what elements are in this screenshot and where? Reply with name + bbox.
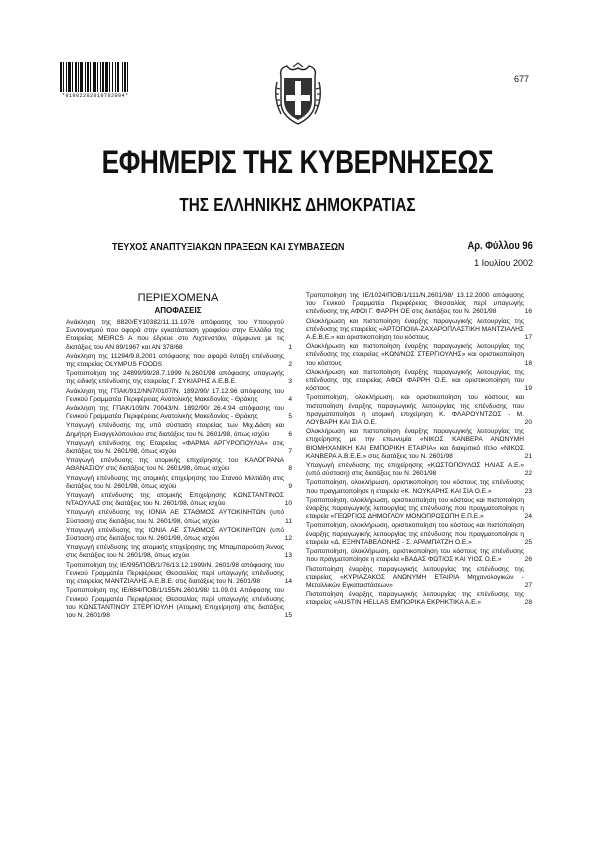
toc-entry (66, 405, 290, 421)
toc-entry (66, 422, 290, 438)
toc-entry (306, 548, 530, 564)
toc-entry (66, 562, 290, 587)
toc-entry-page: 21 (524, 452, 532, 460)
toc-entry-text: Υπαγωγή επένδυσης της ατομικής επιχείρησης του Στανού Μιλτιάδη στις διατάξεις του Ν. 2601/98, όπως ισχύει (66, 474, 284, 490)
toc-entry-page: 25 (524, 538, 532, 546)
toc-entry-page: 27 (524, 581, 532, 589)
toc-entry-page: 1 (288, 343, 292, 351)
barcode (60, 62, 148, 92)
toc-entry-page: 7 (288, 448, 292, 456)
toc-entry-page: 2 (288, 361, 292, 369)
toc-entry-page: 20 (524, 419, 532, 427)
toc-entry-text: Ολοκλήρωση και πιστοποίηση έναρξης παραγωγικής λειτουργίας της επένδυσης της εταιρείας ΑΦΟΙ ΦΑΡΡΗ Ο.Ε. και οριστικοποίηση του κόστους (306, 368, 524, 393)
toc-entry-text: Τροποποίηση, ολοκλήρωση, οριστικοποίηση του κόστους και πιστοποίηση έναρξης παραγωγικής λειτουργίας της επένδυσης που πραγματοποίησε η εταιρεία «Δ. ΕΞΗΝΤΑΒΕΛΟΝΗΣ - Σ. ΑΡΑΜΠΑΤΖΗ Ο.Ε.» (306, 522, 524, 546)
toc-entry-text: Τροποποίηση της ΙΕ/1024/ΠΟΒ/1/111/Ν.2601/98/ 13.12.2000 απόφασης του Γενικού Γραμματέα Περιφέρειας Θεσσαλίας περί υπαγωγής επένδυσης της ΑΦΟΙ Γ. ΦΑΡΡΗ ΟΕ στις διατάξεις του Ν. 2601/98 (306, 292, 524, 316)
toc-entry-page: 3 (288, 378, 292, 386)
toc-entry (66, 319, 290, 352)
toc-left-column (66, 292, 290, 621)
toc-entry-text: Υπαγωγή επένδυσης της ΙΟΝΙΑ ΑΕ ΣΤΑΘΜΟΣ ΑΥΤΟΚΙΝΗΤΩΝ (υπό Σύσταση) στις διατάξεις του Ν. 2601/98, όπως ισχύει (66, 509, 284, 525)
gazette-title: ΕΦΗΜΕΡΙΣ ΤΗΣ ΚΥΒΕΡΝΗΣΕΩΣ (101, 144, 494, 180)
toc-entry (66, 370, 290, 386)
toc-entry-page: 5 (288, 413, 292, 421)
toc-entry (306, 428, 530, 461)
toc-subheading: ΑΠΟΦΑΣΕΙΣ (154, 306, 202, 315)
toc-entry-page: 28 (524, 599, 532, 607)
toc-entry (306, 522, 530, 547)
toc-entry (66, 527, 290, 543)
toc-entry-page: 18 (524, 359, 532, 367)
toc-right-column (306, 292, 530, 609)
toc-entry-text: Τροποποίηση, ολοκλήρωση, οριστικοποίηση του κόστους της επένδυσης που πραγματοποίησε η εταιρεία «Κ. ΝΟΥΚΑΡΗΣ ΚΑΙ ΣΙΑ Ο.Ε.» (306, 479, 524, 495)
toc-entry-text: Υπαγωγή επένδυσης της ΙΟΝΙΑ ΑΕ ΣΤΑΘΜΟΣ ΑΥΤΟΚΙΝΗΤΩΝ (υπό Σύσταση) στις διατάξεις του Ν. 2601/98, όπως ισχύει (66, 526, 284, 543)
toc-entry-text: Υπαγωγή επένδυσης της ατομικής επιχείρησης της Μπαμπαρούση Άννας στις διατάξεις του Ν. 2601/98, όπως ισχύει (66, 544, 284, 560)
toc-entry (66, 457, 290, 473)
toc-entry-text: Υπαγωγή επένδυσης της Εταιρείας «ΦΑΡΜΑ ΑΡΓΥΡΟΠΟΥΛΙΑ» στις διατάξεις του Ν. 2601/98, όπως ισχύει (66, 439, 284, 456)
toc-entry (306, 497, 530, 522)
toc-entry-text: Τροποποίηση, ολοκλήρωση, οριστικοποίηση του κόστους και πιστοποίηση έναρξης παραγωγικής λειτουργίας της επένδυσης που πραγματοποίησε η εταιρεία «ΓΕΩΡΓΙΟΣ ΔΗΜΟΓΛΟΥ ΜΟΝΟΠΡΟΣΩΠΗ Ε.Π.Ε.» (306, 496, 524, 521)
toc-entry-page: 13 (284, 552, 292, 560)
toc-entry-page: 23 (524, 487, 532, 495)
toc-entry-page: 16 (524, 308, 532, 316)
toc-entry-page: 4 (288, 395, 292, 403)
toc-entry (66, 509, 290, 525)
toc-entry-page: 19 (524, 385, 532, 393)
toc-entry-text: Τροποποίηση της ΙΕ/684/ΠΟΒ/1/155/Ν.2601/98/ 11.09.01 Απόφασης του Γενικού Γραμματέα Περιφέρειας Θεσσαλίας περί υπαγωγής επένδυσης του ΚΩΝΣΤΑΝΤΙΝΟΥ ΣΤΕΡΓΙΟΥΛΗ (Ατομική Επιχείρηση) στις διατάξεις του Ν. 2601/98 (66, 587, 284, 619)
toc-entry-text: Πιστοποίηση έναρξης παραγωγικής λειτουργίας της επένδυσης της εταιρείας «AUSTIN HELLAS ΕΜΠΟΡΙΚΑ ΕΚΡΗΚΤΙΚΑ Α.Ε.» (306, 591, 524, 607)
toc-entry (66, 440, 290, 456)
toc-entry (306, 292, 530, 317)
page-number: 677 (514, 74, 530, 84)
issue-number: Αρ. Φύλλου 96 (467, 240, 533, 252)
toc-entry-page: 15 (284, 611, 292, 619)
toc-entry (66, 587, 290, 620)
toc-entry-page: 22 (524, 470, 532, 478)
toc-entry-page: 24 (524, 513, 532, 521)
toc-entry-page: 8 (288, 465, 292, 473)
toc-entry-text: Τροποποίηση της ΙΕ/995/ΠΟΒ/1/76/13.12.1999/Ν. 2601/98 απόφασης του Γενικού Γραμματέα Περιφέρειας Θεσσαλίας περί υπαγωγής επένδυσης της εταιρείας ΜΑΝΤΖΙΑΛΗΣ Α.Ε.Β.Ε. στις διατάξεις του Ν. 2601/98 (66, 561, 284, 586)
toc-entry-page: 12 (284, 535, 292, 543)
toc-entry (306, 462, 530, 478)
toc-entry (66, 475, 290, 491)
toc-heading: ΠΕΡΙΕΧΟΜΕΝΑ (137, 292, 219, 304)
toc-entry (306, 591, 530, 607)
toc-entry-page: 14 (284, 578, 292, 586)
gazette-subtitle: ΤΗΣ ΕΛΛΗΝΙΚΗΣ ΔΗΜΟΚΡΑΤΙΑΣ (179, 195, 416, 215)
toc-entry-page: 26 (524, 556, 532, 564)
toc-entry (306, 369, 530, 394)
issue-date: 1 Ιουλίου 2002 (474, 258, 533, 268)
toc-entry-text: Τροποποίηση, ολοκλήρωση, οριστικοποίηση του κόστους της επένδυσης που πραγματοποίησε η εταιρεία «ΒΑΔΑΣ ΦΩΤΙΟΣ ΚΑΙ ΥΙΟΣ Ο.Ε.» (306, 548, 524, 564)
toc-entry-text: Υπαγωγή επένδυσης της υπό σύσταση εταιρείας των Μιχ.Δάση και Δημήτρη Ευαγγελόπουλου στις διατάξεις του Ν. 2601/98, όπως ισχύει (66, 422, 284, 438)
toc-entry-text: Πιστοποίηση έναρξης παραγωγικής λειτουργίας της επένδυσης της εταιρείας «ΚΥΡΙΑΖΑΚΟΣ ΑΝΩΝΥΜΗ ΕΤΑΙΡΙΑ Μηχανολογικών - Μεταλλικών Εγκαταστάσεων» (306, 565, 524, 589)
toc-entry-text: Ανάκληση της ΓΠΑΚ/912/ΝΝ7/0107/Ν. 1892/90/ 17.12.96 απόφασης του Γενικού Γραμματέα Περιφέρειας Ανατολικής Μακεδονίας - Θράκης (66, 387, 284, 403)
series-label: ΤΕΥΧΟΣ ΑΝΑΠΤΥΞΙΑΚΩΝ ΠΡΑΞΕΩΝ ΚΑΙ ΣΥΜΒΑΣΕΩΝ (112, 241, 345, 253)
toc-entry (306, 566, 530, 591)
toc-entry-page: 10 (284, 500, 292, 508)
toc-entry-page: 17 (524, 334, 532, 342)
toc-entry-text: Τροποποίηση, ολοκλήρωση, και οριστικοποίηση του κόστους και πιστοποίηση έναρξης παραγωγικής λειτουργίας της επένδυσης που πραγματοποίησε η ατομική επιχείρηση Κ. ΦΛΑΡΟΥΝΤΖΟΣ - Μ. ΛΟΥΒΑΡΗ ΚΑΙ ΣΙΑ Ο.Ε. (306, 394, 524, 427)
barcode-text: *01002202010702004* (62, 93, 129, 99)
toc-entry-text: Ολοκλήρωση και πιστοποίηση έναρξης παραγωγικής λειτουργίας της επένδυσης της εταιρείας «ΚΩΝ/ΝΟΣ ΣΤΕΡΓΙΟΥΛΗΣ» και οριστικοποίηση του κόστους (306, 343, 524, 367)
toc-entry-text: Ανάκληση της ΓΠΑΚ/109/Ν 70043/Ν. 1892/90/ 26.4.94 απόφασης του Γενικού Γραμματέα Περιφέρειας Ανατολικής Μακεδονίας - Θράκης (66, 405, 284, 421)
toc-entry-text: Υπαγωγή επένδυσης της ατομικής επιχείρησης του ΚΑΛΟΓΡΑΝΑ ΑΘΑΝΑΣΙΟΥ στις διατάξεις του Ν. 2601/98, όπως ισχύει (66, 457, 284, 473)
toc-entry-text: Ανάκληση της 8820/ΕΥ10382/11.11.1976 απόφασης του Υπουργού Συντονισμού που αφορά στην εγκατάσταση γραφείου στην Ελλάδα της Εταιρείας MEIRCS A που έδρευε στο Λιχτενστάιν, σύμφωνα με τις διατάξεις του ΑΝ 89/1967 και ΑΝ 378/68 (66, 319, 284, 351)
toc-entry (66, 353, 290, 369)
toc-entry (306, 343, 530, 368)
toc-entry (306, 394, 530, 427)
coat-of-arms-emblem (273, 62, 323, 128)
toc-entry-text: Υπαγωγή επένδυσης της επιχείρησης «ΚΩΣΤΟΠΟΥΛΟΣ ΗΛΙΑΣ Α.Ε.» (υπό σύσταση) στις διατάξεις του Ν. 2601/98 (306, 462, 524, 478)
toc-entry (66, 544, 290, 560)
toc-entry-text: Ολοκλήρωση και πιστοποίηση έναρξης παραγωγικής λειτουργίας της επένδυσης της εταιρείας «ΑΡΤΟΠΟΙΙΑ-ΖΑΧΑΡΟΠΛΑΣΤΙΚΗ ΜΑΝΤΖΙΑΛΗΣ Α.Ε.Β.Ε.» και οριστικοποίηση του κόστους (306, 317, 524, 342)
toc-entry (66, 388, 290, 404)
toc-entry-page: 11 (285, 517, 292, 525)
toc-entry (306, 479, 530, 495)
toc-entry-page: 6 (288, 430, 292, 438)
toc-entry (306, 318, 530, 343)
toc-entry-text: Ανάκληση της 11294/9.8.2001 απόφασης που αφορά ένταξη επένδυσης της εταιρείας OLYMPUS FOODS (66, 352, 284, 369)
toc-entry-text: Υπαγωγή επένδυσης της ατομικής Επιχείρησης ΚΩΝΣΤΑΝΤΙΝΟΣ ΝΤΑΟΥΛΑΣ στις διατάξεις του Ν. 2601/98, όπως ισχύει (66, 492, 284, 508)
toc-entry-text: Τροποποίηση της 24899/99/28.7.1999 Ν.2601/98 απόφασης υπαγωγής της ειδικής επένδυσης της εταιρείας Γ. ΣΥΚΙΑΡΗΣ Α.Ε.Β.Ε. (66, 370, 284, 386)
toc-entry-page: 9 (288, 482, 292, 490)
toc-entry-text: Ολοκλήρωση και πιστοποίηση έναρξης παραγωγικής λειτουργίας της επιχείρησης με την επωνυμία «ΝΙΚΟΣ ΚΑΝΒΕΡΑ ΑΝΩΝΥΜΗ ΒΙΟΜΗΧΑΝΙΚΗ ΚΑΙ ΕΜΠΟΡΙΚΗ ΕΤΑΙΡΙΑ» και διακριτικό τίτλο «ΝΙΚΟΣ ΚΑΝΒΕΡΑ Α.Β.Ε.Ε.» στις διατάξεις του Ν. 2601/98 (306, 428, 524, 460)
toc-entry (66, 492, 290, 508)
